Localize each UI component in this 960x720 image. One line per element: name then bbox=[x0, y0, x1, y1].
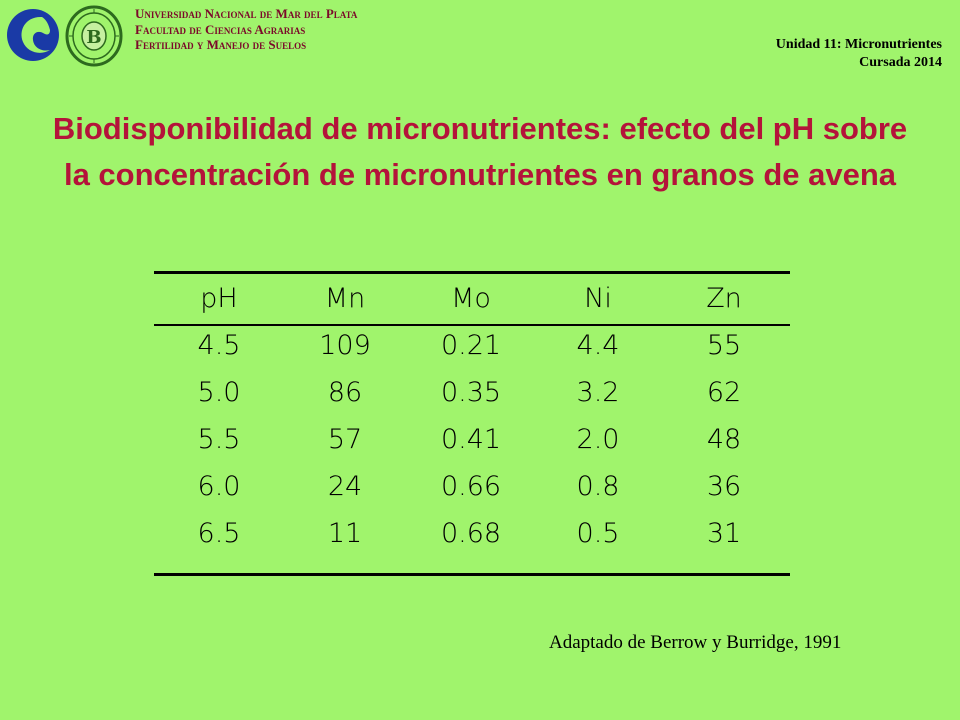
header-cell-mo: Mo bbox=[451, 283, 491, 314]
course-year: Cursada 2014 bbox=[859, 55, 942, 70]
table-top-rule bbox=[154, 271, 790, 274]
table-cell: 3.2 bbox=[576, 377, 620, 408]
table-cell: 0.35 bbox=[440, 377, 502, 408]
table-cell: 0.41 bbox=[440, 424, 502, 455]
table-row bbox=[154, 464, 790, 510]
header-cell-mn: Mn bbox=[324, 283, 366, 314]
table-bottom-rule bbox=[154, 573, 790, 576]
header-cell-zn: Zn bbox=[706, 283, 742, 314]
header-cell-ph: pH bbox=[200, 283, 238, 314]
table-cell: 62 bbox=[706, 377, 742, 408]
seal-letter: B bbox=[86, 27, 102, 48]
table-cell: 2.0 bbox=[576, 424, 620, 455]
unit-title: Unidad 11: Micronutrientes bbox=[775, 37, 942, 52]
table-cell: 24 bbox=[327, 471, 363, 502]
faculty-seal-icon bbox=[65, 5, 123, 67]
table-cell: 11 bbox=[327, 518, 363, 549]
table-cell: 109 bbox=[319, 330, 371, 361]
university-name: Universidad Nacional de Mar del Plata bbox=[135, 6, 358, 21]
table-cell: 86 bbox=[327, 377, 363, 408]
table-row bbox=[154, 370, 790, 416]
source-citation: Adaptado de Berrow y Burridge, 1991 bbox=[549, 632, 842, 653]
header-cell-ni: Ni bbox=[584, 283, 612, 314]
table-cell: 0.5 bbox=[576, 518, 620, 549]
table-row bbox=[154, 511, 790, 557]
department-name: Fertilidad y Manejo de Suelos bbox=[135, 37, 307, 52]
table-cell: 55 bbox=[706, 330, 742, 361]
table-cell: 4.4 bbox=[576, 330, 620, 361]
table-cell: 5.5 bbox=[197, 424, 241, 455]
table-cell: 36 bbox=[706, 471, 742, 502]
table-cell: 4.5 bbox=[197, 330, 241, 361]
unit-info bbox=[776, 36, 942, 72]
wave-logo-icon bbox=[6, 4, 62, 66]
university-header bbox=[135, 6, 357, 53]
faculty-name: Facultad de Ciencias Agrarias bbox=[135, 21, 306, 37]
table-cell: 0.68 bbox=[440, 518, 502, 549]
table-cell: 48 bbox=[706, 424, 742, 455]
table-cell: 5.0 bbox=[197, 377, 241, 408]
table-row bbox=[154, 323, 790, 369]
table-cell: 31 bbox=[706, 518, 742, 549]
table-cell: 57 bbox=[327, 424, 363, 455]
table-cell: 6.0 bbox=[197, 471, 241, 502]
table-cell: 0.21 bbox=[440, 330, 502, 361]
table-cell: 0.66 bbox=[440, 471, 502, 502]
slide-title: Biodisponibilidad de micronutrientes: efecto del pH sobre la concentración de micronutrientes en granos de avena bbox=[52, 111, 908, 192]
table-header-row bbox=[154, 276, 790, 322]
table-cell: 0.8 bbox=[576, 471, 620, 502]
table-cell: 6.5 bbox=[197, 518, 241, 549]
table-row bbox=[154, 417, 790, 463]
